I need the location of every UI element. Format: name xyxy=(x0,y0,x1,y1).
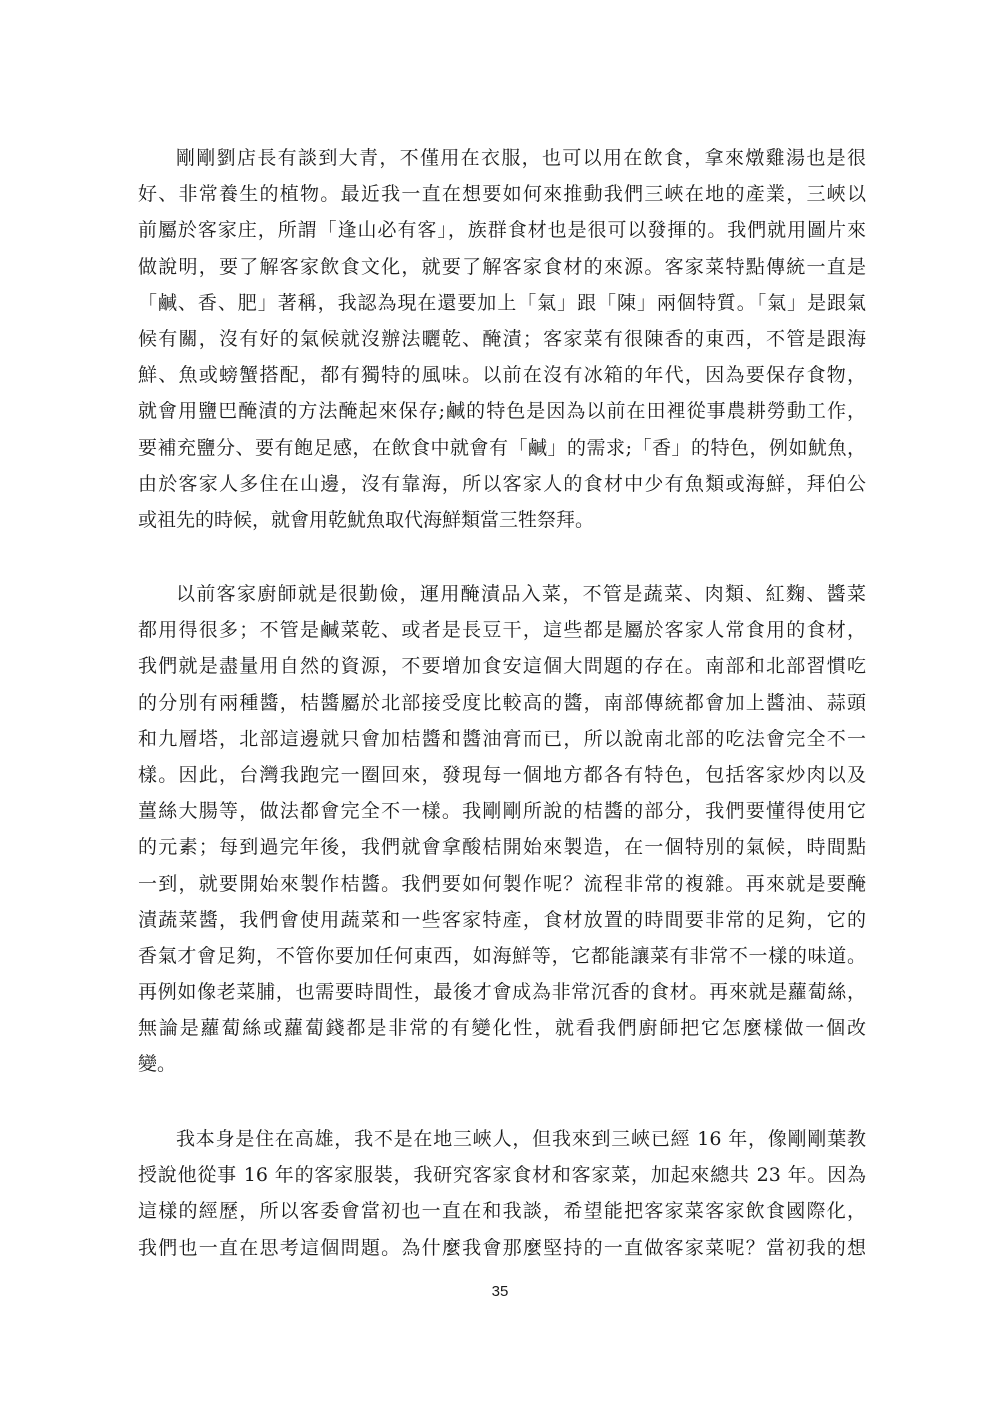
text-line: 變。 xyxy=(138,1053,177,1076)
text-line: 都用得很多；不管是鹹菜乾、或者是長豆干，這些都是屬於客家人常食用的食材， xyxy=(138,619,866,642)
text-line: 和九層塔，北部這邊就只會加桔醬和醬油膏而已，所以說南北部的吃法會完全不一 xyxy=(138,727,866,750)
text-line: 的元素；每到過完年後，我們就會拿酸桔開始來製造，在一個特別的氣候，時間點 xyxy=(138,836,866,859)
text-line: 「鹹、香、肥」著稱，我認為現在還要加上「氣」跟「陳」兩個特質。「氣」是跟氣 xyxy=(138,291,866,314)
text-line: 好、非常養生的植物。最近我一直在想要如何來推動我們三峽在地的產業，三峽以 xyxy=(138,183,866,206)
text-line: 漬蔬菜醬，我們會使用蔬菜和一些客家特產，食材放置的時間要非常的足夠，它的 xyxy=(138,908,866,931)
text-line: 就會用鹽巴醃漬的方法醃起來保存;鹹的特色是因為以前在田裡從事農耕勞動工作， xyxy=(138,400,866,423)
text-line: 香氣才會足夠，不管你要加任何東西，如海鮮等，它都能讓菜有非常不一樣的味道。 xyxy=(138,944,866,967)
text-line: 我們就是盡量用自然的資源，不要增加食安這個大問題的存在。南部和北部習慣吃 xyxy=(138,655,866,678)
text-line: 薑絲大腸等，做法都會完全不一樣。我剛剛所說的桔醬的部分，我們要懂得使用它 xyxy=(138,800,866,823)
paragraph-1 xyxy=(138,140,866,538)
text-line: 做說明，要了解客家飲食文化，就要了解客家食材的來源。客家菜特點傳統一直是 xyxy=(138,255,866,278)
text-line: 無論是蘿蔔絲或蘿蔔錢都是非常的有變化性，就看我們廚師把它怎麼樣做一個改 xyxy=(138,1017,866,1040)
text-line: 的分別有兩種醬，桔醬屬於北部接受度比較高的醬，南部傳統都會加上醬油、蒜頭 xyxy=(138,691,866,714)
text-line: 前屬於客家庄，所謂「逢山必有客」，族群食材也是很可以發揮的。我們就用圖片來 xyxy=(138,219,866,242)
text-line: 由於客家人多住在山邊，沒有靠海，所以客家人的食材中少有魚類或海鮮，拜伯公 xyxy=(138,472,866,495)
text-line: 以前客家廚師就是很勤儉，運用醃漬品入菜，不管是蔬菜、肉類、紅麴、醬菜 xyxy=(176,583,866,605)
text-line: 我們也一直在思考這個問題。為什麼我會那麼堅持的一直做客家菜呢？當初我的想 xyxy=(138,1236,866,1259)
paragraph-3 xyxy=(138,1121,866,1266)
text-line: 要補充鹽分、要有飽足感，在飲食中就會有「鹹」的需求;「香」的特色，例如魷魚， xyxy=(138,436,866,459)
text-line: 我本身是住在高雄，我不是在地三峽人，但我來到三峽已經 16 年，像剛剛葉教 xyxy=(176,1128,866,1150)
text-line: 再例如像老菜脯，也需要時間性，最後才會成為非常沉香的食材。再來就是蘿蔔絲， xyxy=(138,981,866,1004)
text-line: 鮮、魚或螃蟹搭配，都有獨特的風味。以前在沒有冰箱的年代，因為要保存食物， xyxy=(138,364,866,387)
text-line: 候有關，沒有好的氣候就沒辦法曬乾、醃漬；客家菜有很陳香的東西，不管是跟海 xyxy=(138,327,866,350)
paragraph-2 xyxy=(138,576,866,1083)
text-line: 一到，就要開始來製作桔醬。我們要如何製作呢？流程非常的複雜。再來就是要醃 xyxy=(138,872,866,895)
text-line: 或祖先的時候，就會用乾魷魚取代海鮮類當三牲祭拜。 xyxy=(138,508,595,531)
text-line: 授說他從事 16 年的客家服裝，我研究客家食材和客家菜，加起來總共 23 年。因為 xyxy=(138,1164,866,1187)
page-number: 35 xyxy=(491,1283,509,1300)
text-line: 剛剛劉店長有談到大青，不僅用在衣服，也可以用在飲食，拿來燉雞湯也是很 xyxy=(176,147,866,169)
text-line: 這樣的經歷，所以客委會當初也一直在和我談，希望能把客家菜客家飲食國際化， xyxy=(138,1200,866,1223)
text-line: 樣。因此，台灣我跑完一圈回來，發現每一個地方都各有特色，包括客家炒肉以及 xyxy=(138,763,866,786)
